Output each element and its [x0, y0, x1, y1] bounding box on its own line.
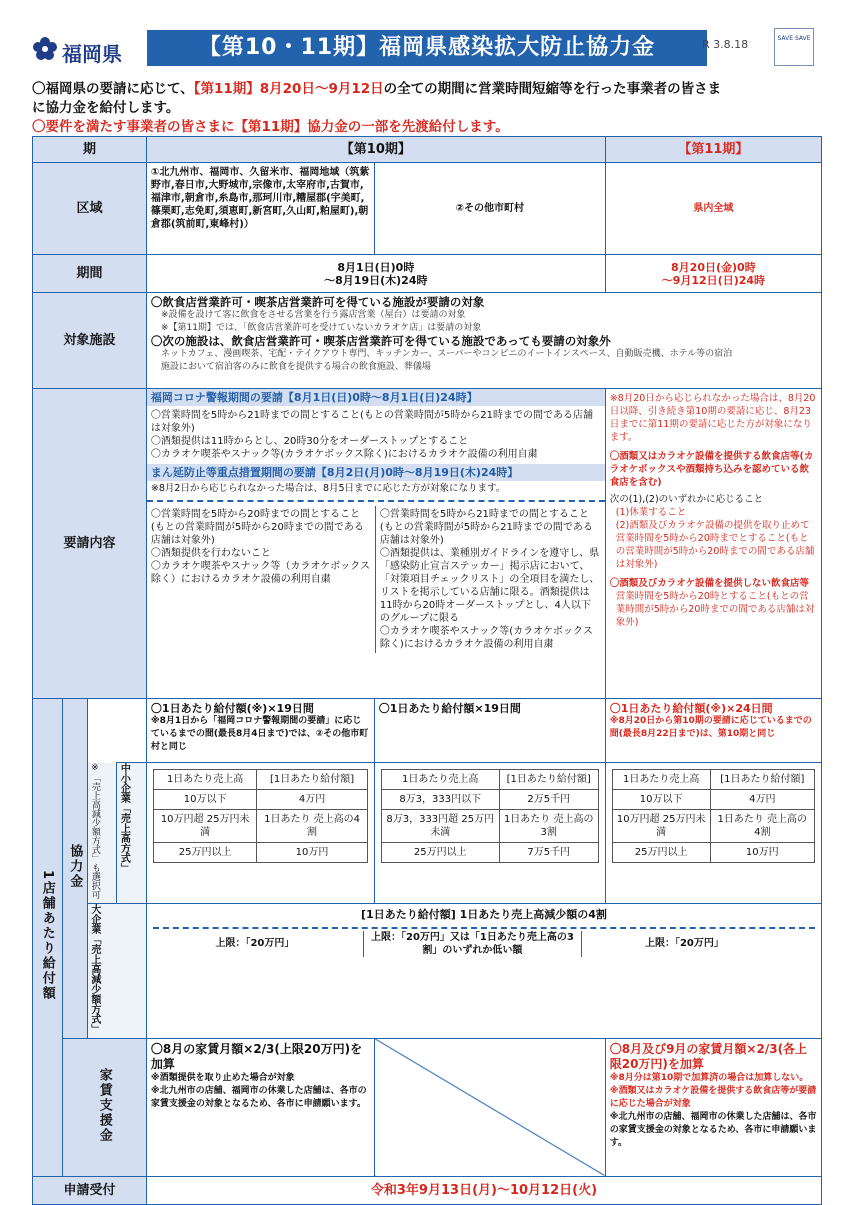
request-10: 福岡コロナ警報期間の要請【8月1日(日)0時～8月1日(日)24時】 〇営業時間を5時から21時までの間とすること(もとの営業時間が5時から21時までの間である店舗は対象外) 〇酒類提供は11時からとし、20時30分をオーダーストップとすること 〇カラオケ喫茶やスナック等(カラオケボックス除く)におけるカラオケ設備の利用自粛 まん延防止等重点措置期間の要請【8月2日(月)0時～8月19日(木)24時】 ※8月2日から応じられなかった場合は、8月5日までに応じた方が対象になります。 〇営業時間を5時から20時までの間とすること(もとの営業時間が5時から20時までの間である店舗は対象外) 〇酒類提供を行わないこと 〇カラオケ喫茶やスナック等（カラオケボックス除く）におけるカラオケ設備の利用自粛 〇営業時間を5時から21時までの間とすること(もとの営業時間が5時から21時までの間である店舗は対象外) 〇酒類提供は、業種別ガイドラインを遵守し、県「感染防止宣言ステッカー」掲示店において、「対策項目チェックリスト」の全項目を満たし、リストを掲示している店舗に限る。酒類提供は11時から20時オーダーストップとし、4人以下のグループに限る 〇カラオケ喫茶やスナック等(カラオケボックス除く)におけるカラオケ設備の利用自粛 [146, 389, 605, 699]
request-10b: 〇営業時間を5時から21時までの間とすること(もとの営業時間が5時から21時までの間である店舗は対象外) 〇酒類提供は、業種別ガイドラインを遵守し、県「感染防止宣言ステッカー」掲示店において、「対策項目チェックリスト」の全項目を満たし、リストを掲示している店舗に限る。酒類提供は11時から20時オーダーストップとし、4人以下のグループに限る 〇カラオケ喫茶やスナック等(カラオケボックス除く)におけるカラオケ設備の利用自粛 [379, 509, 600, 650]
large-label-cell [87, 903, 146, 1038]
request-band-1: 福岡コロナ警報期間の要請【8月1日(日)0時～8月1日(日)24時】 [147, 389, 605, 406]
target-content: 〇飲食店営業許可・喫茶店営業許可を得ている施設が要請の対象 ※設備を設けて客に飲食をさせる営業を行う露店営業（屋台）は要請の対象 ※【第11期】では、「飲食店営業許可を受けていないカラオケ店」は要請の対象 〇次の施設は、飲食店営業許可・喫茶店営業許可を得ている施設であっても要請の対象外 ネットカフェ、漫画喫茶、宅配・テイクアウト専門、キッチンカー、スーパーやコンビニのイートインスペース、自動販売機、ホテル等の宿泊 施設において宿泊客のみに飲食を提供する場合の飲食施設、葬儀場 [146, 293, 821, 389]
dashed-divider [147, 500, 605, 502]
dashed-divider [153, 927, 815, 929]
save-badge: SAVE SAVE [774, 28, 814, 66]
subsidy-table [32, 136, 822, 1205]
pay-blank [87, 699, 146, 763]
pay-label-cell [33, 699, 63, 1177]
area-label: 区域 [33, 163, 147, 255]
sme-label-cell [117, 763, 147, 904]
term-11: 8月20日(金)0時 ～9月12日(日)24時 [605, 255, 821, 293]
request-band-1-body: 〇営業時間を5時から21時までの間とすること(もとの営業時間が5時から21時までの間である店舗は対象外) 〇酒類提供は11時からとし、20時30分をオーダーストップとすること 〇カラオケ喫茶やスナック等(カラオケボックス除く)におけるカラオケ設備の利用自粛 [150, 410, 593, 460]
sme-note-cell [87, 763, 117, 904]
flyer-page [22, 18, 834, 1198]
area-11: 県内全域 [605, 163, 821, 255]
request-band-2: まん延防止等重点措置期間の要請【8月2日(月)0時～8月19日(木)24時】 [147, 464, 605, 481]
term-label: 期間 [33, 255, 147, 293]
large-10b: 上限：「20万円」又は「1日あたり売上高の3割」のいずれか低い額 [363, 931, 582, 957]
rent-11: 〇8月及び9月の家賃月額×2/3(各上限20万円)を加算 ※8月分は第10期で加算済の場合は加算しない。 ※酒類又はカラオケ設備を提供する飲食店等が要請に応じた場合が対象 ※北九州市の店舗、福岡市の休業した店舗は、各市の家賃支援金の対象となるため、各市に申請願います。 [605, 1038, 821, 1176]
col-11-header: 【第11期】 [605, 137, 821, 163]
area-10a: ①北九州市、福岡市、久留米市、福岡地域（筑紫野市,春日市,大野城市,宗像市,太宰府市,古賀市,福津市,朝倉市,糸島市,那珂川市,糟屋郡(宇美町,篠栗町,志免町,須恵町,新宮町,久山町,粕屋町),朝倉郡(筑前町,東峰村)） [146, 163, 374, 255]
apply-value: 令和3年9月13日(月)～10月12日(火) [146, 1176, 821, 1204]
rent-10b-empty [374, 1038, 605, 1176]
large-content: [1日あたり給付額] 1日あたり売上高減少額の4割 上限：「20万円」 上限：「20万円」又は「1日あたり売上高の3割」のいずれか低い額 上限：「20万円」 [146, 903, 821, 1038]
area-10b: ②その他市町村 [374, 163, 605, 255]
intro-line-2: に協力金を給付します。 [32, 100, 180, 116]
sme-label: 中小企業「売上高方式」 [118, 763, 130, 873]
pay-11: 〇1日あたり給付額(※)×24日間 ※8月20日から第10期の要請に応じているまでの間(最長8月22日まで)は、第10期と同じ [605, 699, 821, 763]
pay-label: 1店舗あたり給付額 [39, 870, 55, 1002]
intro-line-1: 〇福岡県の要請に応じて、【第11期】8月20日～9月12日の全ての期間に営業時間短縮等を行った事業者の皆さま [32, 81, 722, 97]
coop-label-cell [62, 699, 87, 1039]
rent-10: 〇8月の家賃月額×2/3(上限20万円)を加算 ※酒類提供を取り止めた場合が対象 ※北九州市の店舗、福岡市の休業した店舗は、各市の家賃支援金の対象となるため、各市に申請願います。 [146, 1038, 374, 1176]
sme-note: ※「売上高減少額方式」も選択可 [89, 762, 100, 899]
header [22, 18, 834, 76]
large-11: 上限：「20万円」 [644, 937, 724, 949]
rent-label: 家賃支援金 [96, 1068, 112, 1143]
sme-table-11: 1日あたり売上高 [1日あたり給付額] 10万以下 4万円 10万円超 25万円未満 1日あたり 売上高の4割 25万円以上 10万円 [605, 763, 821, 904]
apply-label: 申請受付 [33, 1176, 147, 1204]
request-10-columns [147, 506, 605, 653]
large-label: 大企業「売上高減少額方式」 [88, 903, 100, 1034]
target-label: 対象施設 [33, 293, 147, 389]
term-10: 8月1日(日)0時 ～8月19日(木)24時 [146, 255, 605, 293]
pay-10b: 〇1日あたり給付額×19日間 [374, 699, 605, 763]
col-10-header: 【第10期】 [146, 137, 605, 163]
request-label: 要請内容 [33, 389, 147, 699]
col-period-header: 期 [33, 137, 147, 163]
request-11: ※8月20日から応じられなかった場合は、8月20日以降、引き続き第10期の要請に応じ、8月23日までに第11期の要請に応じた方が対象になります。 〇酒類又はカラオケ設備を提供する飲食店等(カラオケボックスや酒類持ち込みを認めている飲食店を含む) 次の(1),(2)のいずれかに応じること (1)休業すること (2)酒類及びカラオケ設備の提供を取り止めて営業時間を5時から20時までとすること(もとの営業時間が5時から20時までの間である店舗は対象外) 〇酒類及びカラオケ設備を提供しない飲食店等 営業時間を5時から20時とすること(もとの営業時間が5時から20時までの間である店舗は対象外) [605, 389, 821, 699]
request-10a: 〇営業時間を5時から20時までの間とすること(もとの営業時間が5時から20時までの間である店舗は対象外) 〇酒類提供を行わないこと 〇カラオケ喫茶やスナック等（カラオケボックス除く）におけるカラオケ設備の利用自粛 [147, 506, 376, 653]
large-10a: 上限：「20万円」 [215, 937, 295, 949]
sme-table-10b: 1日あたり売上高 [1日あたり給付額] 8万3，333円以下 2万5千円 8万3，333円超 25万円未満 1日あたり 売上高の3割 25万円以上 7万5千円 [374, 763, 605, 904]
prefecture-name: 福岡県 [62, 42, 122, 66]
pay-10a: 〇1日あたり給付額(※)×19日間 ※8月1日から「福岡コロナ警報期間の要請」に応じているまでの間(最長8月4日まで)では、②その他市町村と同じ [146, 699, 374, 763]
sme-table-10a: 1日あたり売上高 [1日あたり給付額] 10万以下 4万円 10万円超 25万円未満 1日あたり 売上高の4割 25万円以上 10万円 [146, 763, 374, 904]
intro-line-3: 〇要件を満たす事業者の皆さまに【第11期】協力金の一部を先渡給付します。 [32, 119, 509, 135]
page-title: 【第10・11期】福岡県感染拡大防止協力金 [147, 30, 707, 66]
coop-label: 協力金 [67, 844, 83, 890]
rent-label-cell [62, 1038, 146, 1176]
issue-date: R 3.8.18 [702, 38, 749, 51]
fukuoka-emblem-icon [32, 36, 58, 62]
